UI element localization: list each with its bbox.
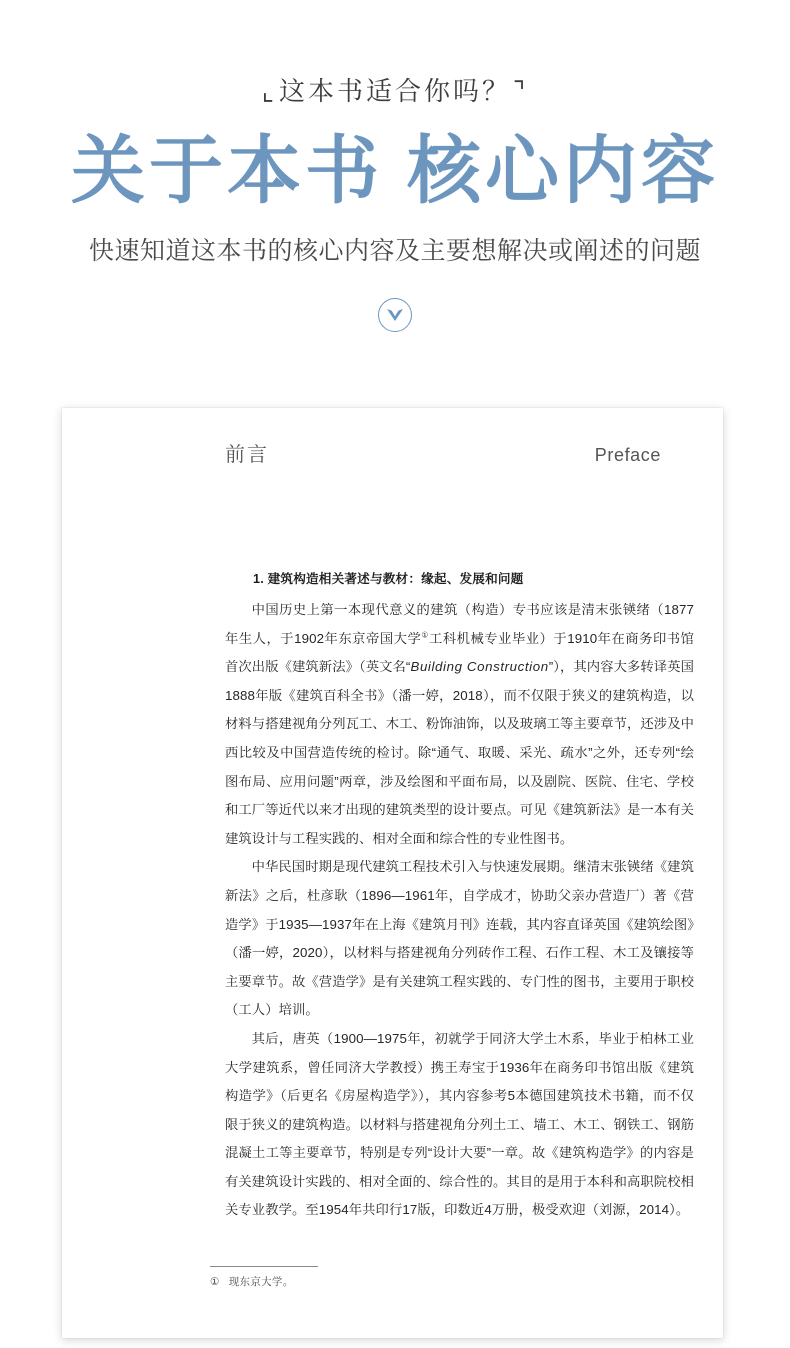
document-header-title-en: Preface [594,445,661,465]
paragraph-2: 中华民国时期是现代建筑工程技术引入与快速发展期。继清末张锳绪《建筑新法》之后，杜彦耿（1896—1961年，自学成才，协助父亲办营造厂）著《营造学》于1935—1937年在上海《建筑月刊》连载，其内容直译英国《建筑绘图》（潘一婷，2020），以材料与搭建视角分列砖作工程、石作工程、木工及镶接等主要章节。故《营造学》是有关建筑工程实践的、专门性的图书，主要用于职校（工人）培训。 [225,859,694,1018]
paragraph-1-mid: 工科机械专业毕业）于1910年在商务印书馆首次出版《建筑新法》（英文名“ [225,630,694,675]
scroll-down-button[interactable] [378,298,412,332]
paragraph-1-pre: 中国历史上第一本现代意义的建筑（构造）专书应该是清末张锳绪（1877年生人，于1902年东京帝国大学 [225,602,694,646]
paragraph-1 [225,596,694,853]
hero-subtitle: 快速知道这本书的核心内容及主要想解决或阐述的问题 [88,237,701,265]
footnote-block [210,1266,510,1290]
bracket-right-icon: ⌝ [513,76,529,106]
scroll-hint[interactable] [0,298,790,332]
page-title [0,130,790,214]
hero-eyebrow [0,74,790,108]
paragraph-1-italic-title: Building Construction [410,659,549,675]
footnote-mark: ① [210,1276,220,1288]
document-body [225,568,694,1225]
document-header [62,442,723,468]
document-header-title-cn: 前言 [225,444,269,466]
hero-banner [0,0,790,332]
chevron-down-icon [386,308,404,322]
footnote-text: 现东京大学。 [228,1276,294,1288]
paragraph-1-post: ”），其内容大多转译英国1888年版《建筑百科全书》（潘一婷，2018），而不仅限于狭义的建筑构造，以材料与搭建视角分列瓦工、木工、粉饰油饰，以及玻璃工等主要章节，还涉及中西比较及中国营造传统的检讨。除“通气、取暖、采光、疏水”之外，还专列“绘图布局、应用问题”两章，涉及绘图和平面布局，以及剧院、医院、住宅、学校和工厂等近代以来才出现的建筑类型的设计要点。可见《建筑新法》是一本有关建筑设计与工程实践的、相对全面和综合性的专业性图书。 [225,659,694,846]
footnote-divider [210,1266,318,1267]
page-title-part-2: 核心内容 [407,131,719,213]
section-heading: 1. 建筑构造相关著述与教材：缘起、发展和问题 [253,572,524,586]
page-title-part-1: 关于本书 [71,131,383,213]
paragraph-3: 其后，唐英（1900—1975年，初就学于同济大学土木系，毕业于柏林工业大学建筑系，曾任同济大学教授）携王寿宝于1936年在商务印书馆出版《建筑构造学》（后更名《房屋构造学》），其内容参考5本德国建筑技术书籍，而不仅限于狭义的建筑构造。以材料与搭建视角分列土工、墙工、木工、钢铁工、钢筋混凝土工等主要章节，特别是专列“设计大要”一章。故《建筑构造学》的内容是有关建筑设计实践的、相对全面的、综合性的。其目的是用于本科和高职院校相关专业教学。至1954年共印行17版，印数近4万册，极受欢迎（刘源，2014）。 [225,1030,694,1218]
hero-eyebrow-text: 这本书适合你吗？ [278,76,511,106]
footnote-line [210,1274,510,1290]
document-page [62,408,723,1338]
bracket-left-icon: ⌞ [261,76,277,106]
footnote-ref-1[interactable]: ① [421,630,429,640]
